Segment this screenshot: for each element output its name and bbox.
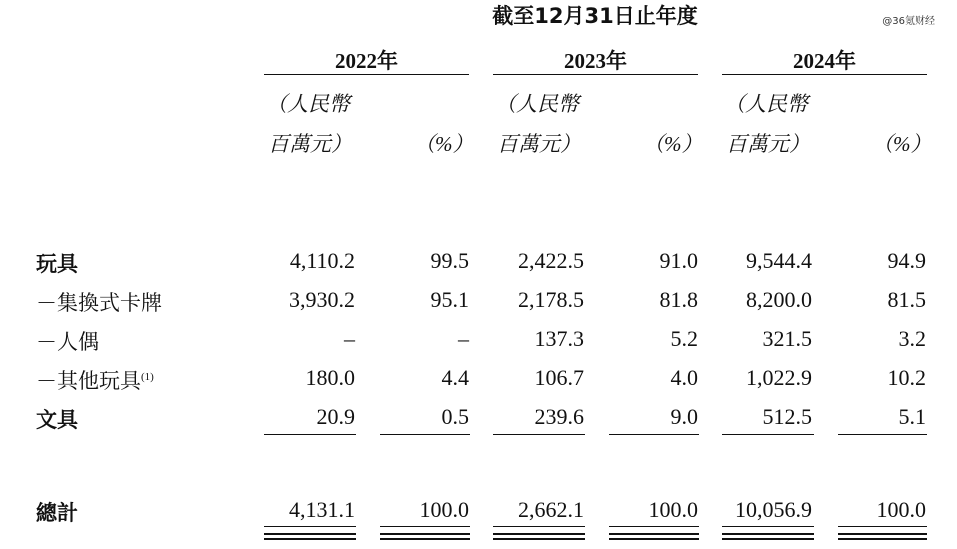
cell-figures-2024-amount: 321.5	[762, 326, 812, 351]
total-top-rule	[838, 526, 927, 527]
cell-toys-2023-pct: 91.0	[659, 248, 698, 273]
year-rule-2022	[264, 74, 469, 75]
cell-cards-2022-amount: 3,930.2	[289, 287, 355, 312]
cell-cards-2024-pct: 81.5	[887, 287, 926, 312]
unit-rmb-line1-2024: （人民幣	[724, 92, 808, 116]
total-top-rule	[264, 526, 356, 527]
year-rule-2023	[493, 74, 698, 75]
year-rule-2024	[722, 74, 927, 75]
cell-total-2023-pct: 100.0	[648, 497, 698, 522]
unit-rmb-line2-2024: 百萬元）	[726, 132, 810, 156]
cell-stationery-2024-pct: 5.1	[898, 404, 926, 429]
period-header: 截至12月31日止年度	[492, 4, 698, 28]
total-top-rule	[609, 526, 699, 527]
cell-stationery-2022-amount: 20.9	[316, 404, 355, 429]
unit-pct-2023: （%）	[643, 132, 703, 156]
row-label-toys: 玩具	[36, 252, 78, 276]
cell-toys-2023-amount: 2,422.5	[518, 248, 584, 273]
unit-pct-2022: （%）	[414, 132, 474, 156]
total-double-rule	[838, 533, 927, 540]
row-label-figures: －人偶	[36, 330, 99, 354]
cell-cards-2023-pct: 81.8	[659, 287, 698, 312]
cell-other-2022-amount: 180.0	[305, 365, 355, 390]
unit-rmb-line2-2022: 百萬元）	[268, 132, 352, 156]
total-top-rule	[493, 526, 585, 527]
subtotal-rule	[609, 434, 699, 435]
cell-toys-2022-amount: 4,110.2	[289, 248, 355, 273]
cell-stationery-2022-pct: 0.5	[441, 404, 469, 429]
cell-cards-2022-pct: 95.1	[430, 287, 469, 312]
subtotal-rule	[493, 434, 585, 435]
cell-other-2024-amount: 1,022.9	[746, 365, 812, 390]
cell-cards-2023-amount: 2,178.5	[518, 287, 584, 312]
cell-cards-2024-amount: 8,200.0	[746, 287, 812, 312]
row-label-trading-cards: －集換式卡牌	[36, 291, 162, 315]
row-label-total: 總計	[36, 501, 78, 525]
cell-toys-2022-pct: 99.5	[430, 248, 469, 273]
total-double-rule	[609, 533, 699, 540]
total-top-rule	[722, 526, 814, 527]
cell-figures-2022-pct: –	[458, 326, 469, 351]
cell-figures-2023-pct: 5.2	[670, 326, 698, 351]
cell-other-2022-pct: 4.4	[441, 365, 469, 390]
unit-rmb-line1-2022: （人民幣	[266, 92, 350, 116]
total-double-rule	[722, 533, 814, 540]
unit-rmb-line1-2023: （人民幣	[495, 92, 579, 116]
total-double-rule	[264, 533, 356, 540]
cell-total-2023-amount: 2,662.1	[518, 497, 584, 522]
year-header-2022: 2022年	[335, 49, 398, 73]
row-label-other-toys: －其他玩具$^{(1)}$	[36, 369, 154, 393]
cell-total-2024-amount: 10,056.9	[735, 497, 812, 522]
subtotal-rule	[838, 434, 927, 435]
cell-total-2024-pct: 100.0	[876, 497, 926, 522]
total-double-rule	[493, 533, 585, 540]
cell-stationery-2023-amount: 239.6	[534, 404, 584, 429]
row-label-stationery: 文具	[36, 408, 78, 432]
footnote-marker: (1)	[141, 371, 154, 383]
watermark: @36氪财经	[882, 16, 935, 27]
subtotal-rule	[722, 434, 814, 435]
cell-total-2022-amount: 4,131.1	[289, 497, 355, 522]
cell-figures-2024-pct: 3.2	[898, 326, 926, 351]
cell-toys-2024-pct: 94.9	[887, 248, 926, 273]
cell-toys-2024-amount: 9,544.4	[746, 248, 812, 273]
unit-rmb-line2-2023: 百萬元）	[497, 132, 581, 156]
total-top-rule	[380, 526, 470, 527]
cell-stationery-2023-pct: 9.0	[670, 404, 698, 429]
cell-other-2023-amount: 106.7	[534, 365, 584, 390]
cell-figures-2022-amount: –	[344, 326, 355, 351]
total-double-rule	[380, 533, 470, 540]
cell-figures-2023-amount: 137.3	[534, 326, 584, 351]
year-header-2024: 2024年	[793, 49, 856, 73]
cell-stationery-2024-amount: 512.5	[762, 404, 812, 429]
subtotal-rule	[380, 434, 470, 435]
cell-other-2024-pct: 10.2	[887, 365, 926, 390]
cell-other-2023-pct: 4.0	[670, 365, 698, 390]
unit-pct-2024: （%）	[872, 132, 932, 156]
cell-total-2022-pct: 100.0	[419, 497, 469, 522]
year-header-2023: 2023年	[564, 49, 627, 73]
subtotal-rule	[264, 434, 356, 435]
